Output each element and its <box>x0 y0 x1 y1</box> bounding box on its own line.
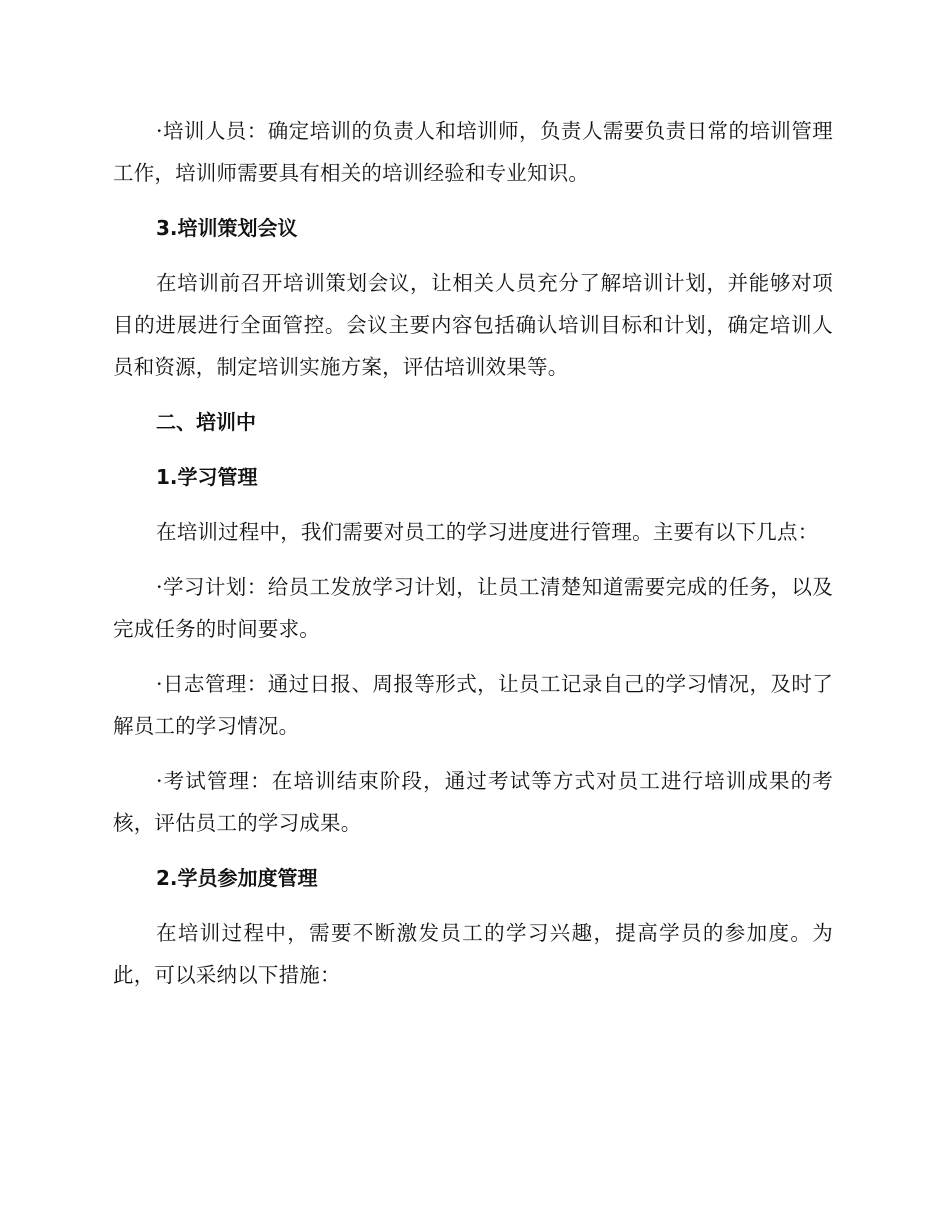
bullet-exam-management: ·考试管理：在培训结束阶段，通过考试等方式对员工进行培训成果的考核，评估员工的学习成果。 <box>113 769 833 835</box>
bullet-training-personnel: ·培训人员：确定培训的负责人和培训师，负责人需要负责日常的培训管理工作，培训师需要具有相关的培训经验和专业知识。 <box>113 119 833 185</box>
para-participation: 在培训过程中，需要不断激发员工的学习兴趣，提高学员的参加度。为此，可以采纳以下措施： <box>113 921 833 987</box>
heading-training-planning-meeting: 3.培训策划会议 <box>156 216 298 240</box>
bullet-learning-plan: ·学习计划：给员工发放学习计划，让员工清楚知道需要完成的任务，以及完成任务的时间要求。 <box>113 575 833 641</box>
para-learning-management: 在培训过程中，我们需要对员工的学习进度进行管理。主要有以下几点： <box>156 520 819 544</box>
heading-during-training: 二、培训中 <box>156 410 256 434</box>
heading-learning-management: 1.学习管理 <box>156 465 258 489</box>
heading-participation-management: 2.学员参加度管理 <box>156 866 318 890</box>
document-body <box>113 110 833 996</box>
bullet-log-management: ·日志管理：通过日报、周报等形式，让员工记录自己的学习情况，及时了解员工的学习情况。 <box>113 672 833 738</box>
para-planning-meeting: 在培训前召开培训策划会议，让相关人员充分了解培训计划，并能够对项目的进展进行全面管控。会议主要内容包括确认培训目标和计划，确定培训人员和资源，制定培训实施方案，评估培训效果等。 <box>113 271 833 379</box>
